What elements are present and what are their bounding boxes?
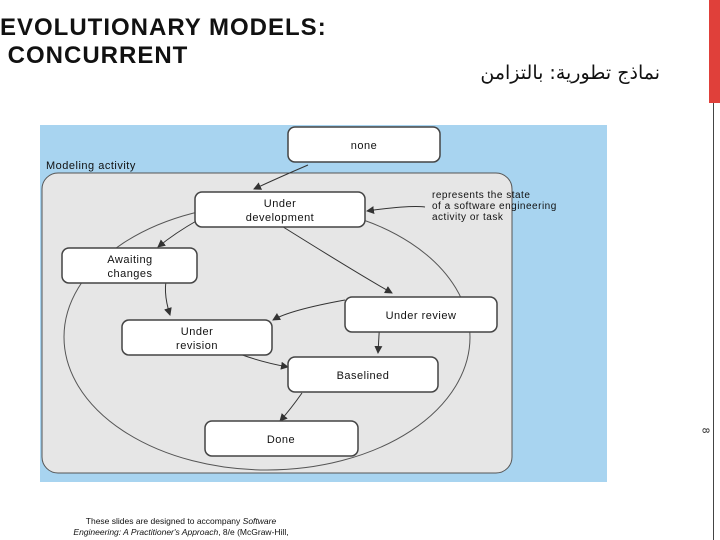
footer-citation: [36, 516, 326, 538]
diagram-svg: [40, 125, 607, 482]
modeling-activity-label: Modeling activity: [46, 160, 136, 172]
state-awaiting-changes: [62, 248, 197, 283]
state-done-label: Done: [266, 434, 296, 446]
footer-line-1-italic: Software: [242, 516, 277, 526]
state-under-development: [195, 192, 365, 227]
state-done: [205, 421, 358, 456]
state-awaiting-changes-label-2: changes: [107, 268, 153, 280]
footer-line-2-italic: Engineering: A Practitioner's Approach: [73, 527, 219, 537]
annotation-line-1: represents the state: [432, 190, 531, 201]
state-baselined: [288, 357, 438, 392]
state-under-revision-label-1: Under: [180, 326, 214, 338]
state-none-label: none: [350, 140, 378, 152]
title-line-1: EVOLUTIONARY MODELS:: [0, 14, 327, 41]
side-divider: [713, 103, 714, 540]
state-awaiting-changes-label-1: Awaiting: [107, 254, 153, 266]
state-under-revision: [122, 320, 272, 355]
concurrent-model-diagram: [40, 125, 607, 482]
footer-line-1-plain: These slides are designed to accompany: [85, 516, 243, 526]
state-none: [288, 127, 440, 162]
state-under-development-label-1: Under: [263, 198, 297, 210]
arabic-title: نماذج تطورية: بالتزامن: [480, 62, 660, 84]
state-under-revision-label-2: revision: [176, 340, 218, 352]
state-under-review-label: Under review: [385, 310, 457, 322]
title-line-2: CONCURRENT: [0, 42, 189, 69]
state-baselined-label: Baselined: [336, 370, 390, 382]
page-number: 8: [699, 427, 711, 434]
state-under-review: [345, 297, 497, 332]
footer-line-2: [36, 527, 326, 538]
accent-bar: [709, 0, 720, 103]
footer-line-2-plain: , 8/e (McGraw-Hill,: [218, 527, 289, 537]
annotation-line-2: of a software engineering: [432, 201, 557, 212]
state-under-development-label-2: development: [245, 212, 315, 224]
footer-line-1: [36, 516, 326, 527]
slide-title: [0, 14, 327, 70]
annotation-line-3: activity or task: [432, 212, 504, 223]
